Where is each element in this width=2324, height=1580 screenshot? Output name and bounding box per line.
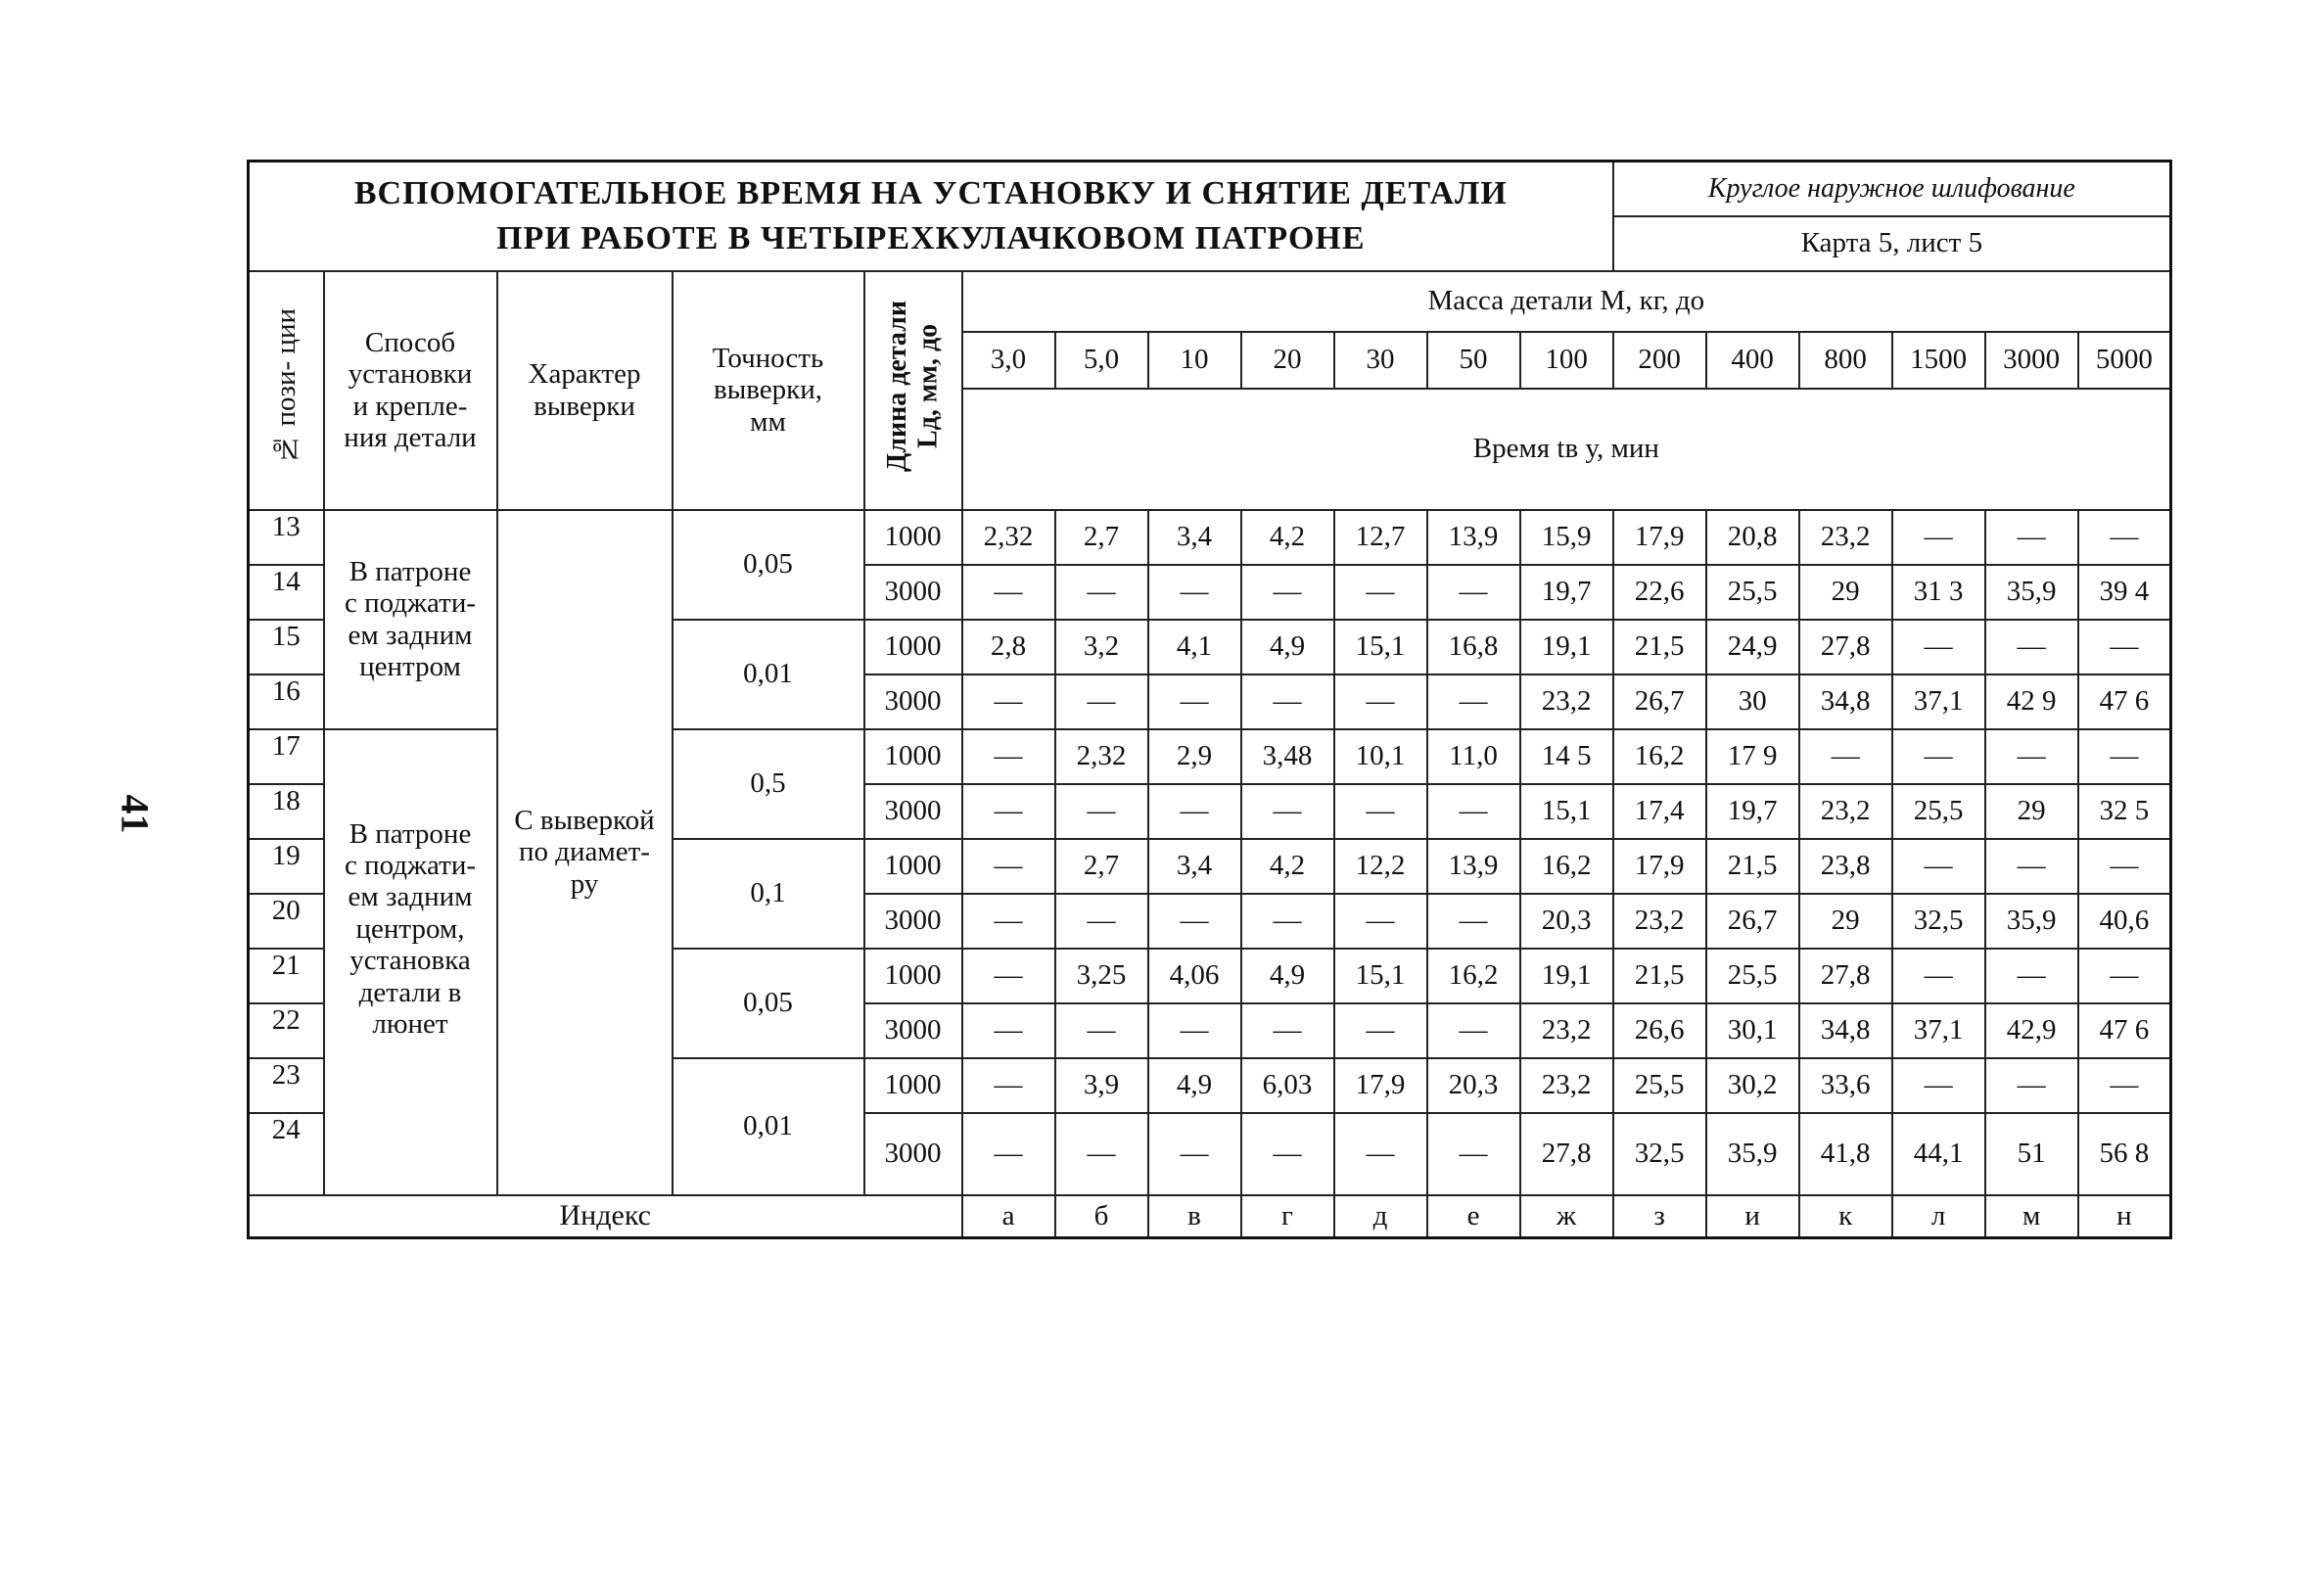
title-line-2: ПРИ РАБОТЕ В ЧЕТЫРЕХКУЛАЧКОВОМ ПАТРОНЕ (496, 219, 1366, 256)
time-value: 16,8 (1427, 620, 1520, 674)
alignment-type-line: по диамет- (519, 836, 650, 868)
time-value: 13,9 (1427, 839, 1520, 894)
time-value: 23,2 (1613, 894, 1706, 949)
time-value: 35,9 (1985, 565, 2078, 620)
time-value: — (1334, 565, 1427, 620)
time-value: 19,7 (1520, 565, 1613, 620)
method-header-line: ния детали (344, 421, 477, 453)
time-value: 32,5 (1892, 894, 1985, 949)
length-header (864, 271, 962, 510)
position-number-header (249, 271, 324, 510)
time-value: — (962, 949, 1055, 1003)
mounting-method-line: центром, (355, 912, 465, 945)
section-name: Круглое наружное шлифование (1613, 162, 2171, 216)
time-value: — (1892, 729, 1985, 784)
alignment-accuracy: 0,5 (673, 729, 864, 839)
time-value: 20,3 (1427, 1058, 1520, 1113)
time-value: 30 (1706, 674, 1799, 729)
accuracy-header (673, 271, 864, 510)
time-value: 3,4 (1148, 839, 1241, 894)
time-value: 29 (1799, 565, 1892, 620)
time-value: 12,2 (1334, 839, 1427, 894)
time-value: — (1241, 894, 1334, 949)
time-value: 33,6 (1799, 1058, 1892, 1113)
index-row (249, 1195, 2171, 1238)
alignment-header (497, 271, 673, 510)
time-value: 2,8 (962, 620, 1055, 674)
time-value: 23,8 (1799, 839, 1892, 894)
time-value: 20,3 (1520, 894, 1613, 949)
mounting-method-line: В патроне (349, 555, 472, 587)
time-header: Время tв у, мин (962, 389, 2171, 510)
time-value: 23,2 (1520, 1058, 1613, 1113)
position-number: 17 (249, 729, 324, 784)
position-number: 22 (249, 1003, 324, 1058)
time-value: 30,2 (1706, 1058, 1799, 1113)
mass-column-header: 1500 (1892, 332, 1985, 389)
mass-column-header: 400 (1706, 332, 1799, 389)
part-length: 3000 (864, 1003, 962, 1058)
time-value: 37,1 (1892, 1003, 1985, 1058)
time-value: — (1334, 674, 1427, 729)
time-value: 42 9 (1985, 674, 2078, 729)
time-value: — (962, 839, 1055, 894)
time-value: — (1241, 1113, 1334, 1195)
table-row (249, 510, 2171, 565)
time-value: 15,1 (1520, 784, 1613, 839)
time-value: — (1892, 510, 1985, 565)
title-line-1: ВСПОМОГАТЕЛЬНОЕ ВРЕМЯ НА УСТАНОВКУ И СНЯТИЕ ДЕТАЛИ (353, 174, 1508, 211)
time-value: — (1241, 1003, 1334, 1058)
time-value: 25,5 (1706, 565, 1799, 620)
part-length: 1000 (864, 1058, 962, 1113)
time-value: 13,9 (1427, 510, 1520, 565)
time-value: 17,4 (1613, 784, 1706, 839)
index-letter: з (1613, 1195, 1706, 1238)
time-value: 23,2 (1520, 1003, 1613, 1058)
auxiliary-time-table (247, 160, 2172, 1239)
time-value: — (962, 674, 1055, 729)
time-value: 11,0 (1427, 729, 1520, 784)
time-value: — (1241, 784, 1334, 839)
mounting-method-line: с поджати- (344, 587, 477, 620)
alignment-header-line: выверки (534, 390, 635, 422)
time-value: 21,5 (1706, 839, 1799, 894)
mass-column-header: 5,0 (1055, 332, 1148, 389)
time-value: 24,9 (1706, 620, 1799, 674)
time-value: 14 5 (1520, 729, 1613, 784)
mass-column-header: 3000 (1985, 332, 2078, 389)
time-value: — (962, 784, 1055, 839)
time-value: 32,5 (1613, 1113, 1706, 1195)
part-length: 3000 (864, 565, 962, 620)
time-value: — (1892, 1058, 1985, 1113)
index-letter: л (1892, 1195, 1985, 1238)
time-value: 19,7 (1706, 784, 1799, 839)
time-value: — (1148, 1003, 1241, 1058)
mounting-method-line: ем задним (348, 619, 473, 651)
time-value: 23,2 (1799, 784, 1892, 839)
time-value: — (1055, 1113, 1148, 1195)
accuracy-header-line: мм (750, 405, 786, 438)
time-value: 19,1 (1520, 949, 1613, 1003)
position-number: 24 (249, 1113, 324, 1195)
time-value: — (2078, 1058, 2171, 1113)
time-value: — (1892, 949, 1985, 1003)
mass-column-header: 30 (1334, 332, 1427, 389)
time-value: 29 (1985, 784, 2078, 839)
time-value: — (1148, 1113, 1241, 1195)
time-value: — (1427, 1113, 1520, 1195)
time-value: — (962, 729, 1055, 784)
time-value: — (962, 1058, 1055, 1113)
time-value: 16,2 (1613, 729, 1706, 784)
time-value: 3,48 (1241, 729, 1334, 784)
alignment-type-line: С выверкой (514, 804, 655, 836)
page-number: 41 (113, 794, 158, 834)
time-value: — (1427, 565, 1520, 620)
time-value: — (962, 565, 1055, 620)
length-header-text (882, 301, 944, 472)
alignment-accuracy: 0,05 (673, 949, 864, 1058)
time-value: 25,5 (1706, 949, 1799, 1003)
time-value: 29 (1799, 894, 1892, 949)
position-number: 16 (249, 674, 324, 729)
index-letter: м (1985, 1195, 2078, 1238)
position-number: 13 (249, 510, 324, 565)
index-letter: в (1148, 1195, 1241, 1238)
alignment-accuracy: 0,1 (673, 839, 864, 949)
time-value: 19,1 (1520, 620, 1613, 674)
time-value: 26,7 (1706, 894, 1799, 949)
part-length: 1000 (864, 839, 962, 894)
index-letter: а (962, 1195, 1055, 1238)
time-value: 42,9 (1985, 1003, 2078, 1058)
accuracy-header-line: Точность (712, 342, 824, 374)
time-value: — (1148, 565, 1241, 620)
index-letter: б (1055, 1195, 1148, 1238)
mounting-method-line: с поджати- (344, 849, 477, 881)
time-value: — (1892, 839, 1985, 894)
time-value: 32 5 (2078, 784, 2171, 839)
time-value: — (962, 894, 1055, 949)
time-value: 27,8 (1799, 949, 1892, 1003)
time-value: 12,7 (1334, 510, 1427, 565)
method-header-line: установки (348, 358, 473, 391)
time-value: — (1055, 784, 1148, 839)
time-value: — (1985, 620, 2078, 674)
time-value: — (1985, 839, 2078, 894)
time-value: 15,1 (1334, 620, 1427, 674)
mass-column-header: 50 (1427, 332, 1520, 389)
time-value: 4,06 (1148, 949, 1241, 1003)
alignment-accuracy: 0,01 (673, 620, 864, 729)
time-value: 21,5 (1613, 949, 1706, 1003)
time-value: — (1148, 894, 1241, 949)
index-letter: и (1706, 1195, 1799, 1238)
time-value: — (1241, 674, 1334, 729)
time-value: 31 3 (1892, 565, 1985, 620)
time-value: 22,6 (1613, 565, 1706, 620)
time-value: — (1241, 565, 1334, 620)
time-value: — (1334, 1003, 1427, 1058)
time-value: 4,9 (1241, 949, 1334, 1003)
mass-column-header: 5000 (2078, 332, 2171, 389)
time-value: 3,9 (1055, 1058, 1148, 1113)
time-value: 3,2 (1055, 620, 1148, 674)
method-header (324, 271, 497, 510)
time-value: 4,2 (1241, 510, 1334, 565)
index-letter: к (1799, 1195, 1892, 1238)
time-value: 56 8 (2078, 1113, 2171, 1195)
length-header-line: Длина детали (882, 301, 913, 473)
time-value: 2,32 (962, 510, 1055, 565)
time-value: — (1985, 729, 2078, 784)
time-value: 47 6 (2078, 1003, 2171, 1058)
method-header-line: и крепле- (352, 390, 468, 422)
position-number: 21 (249, 949, 324, 1003)
time-value: — (2078, 620, 2171, 674)
time-value: — (1985, 949, 2078, 1003)
time-value: 17,9 (1613, 839, 1706, 894)
mass-header: Масса детали М, кг, до (962, 271, 2171, 332)
part-length: 1000 (864, 729, 962, 784)
mounting-method-line: люнет (372, 1008, 448, 1041)
time-value: — (1334, 894, 1427, 949)
time-value: — (1334, 784, 1427, 839)
time-value: 4,1 (1148, 620, 1241, 674)
position-number: 23 (249, 1058, 324, 1113)
time-value: 3,25 (1055, 949, 1148, 1003)
time-value: — (2078, 949, 2171, 1003)
time-value: 20,8 (1706, 510, 1799, 565)
time-value: 10,1 (1334, 729, 1427, 784)
position-number: 20 (249, 894, 324, 949)
mass-column-header: 800 (1799, 332, 1892, 389)
part-length: 1000 (864, 510, 962, 565)
time-value: 16,2 (1520, 839, 1613, 894)
time-value: 15,9 (1520, 510, 1613, 565)
mass-column-header: 200 (1613, 332, 1706, 389)
time-value: 17 9 (1706, 729, 1799, 784)
mounting-method-line: В патроне (349, 817, 472, 850)
time-value: 2,32 (1055, 729, 1148, 784)
time-value: 21,5 (1613, 620, 1706, 674)
index-letter: е (1427, 1195, 1520, 1238)
time-value: 4,9 (1148, 1058, 1241, 1113)
time-value: — (1334, 1113, 1427, 1195)
position-number: 19 (249, 839, 324, 894)
time-value: — (962, 1003, 1055, 1058)
time-value: 26,7 (1613, 674, 1706, 729)
time-value: — (1799, 729, 1892, 784)
alignment-accuracy: 0,05 (673, 510, 864, 620)
mounting-method-line: установка (349, 945, 471, 977)
position-number: 18 (249, 784, 324, 839)
time-value: 41,8 (1799, 1113, 1892, 1195)
position-number-header-text: № пози- ции (270, 307, 302, 465)
index-letter: ж (1520, 1195, 1613, 1238)
time-value: 15,1 (1334, 949, 1427, 1003)
time-value: 34,8 (1799, 1003, 1892, 1058)
position-number: 15 (249, 620, 324, 674)
alignment-type (497, 510, 673, 1195)
time-value: 6,03 (1241, 1058, 1334, 1113)
time-value: 23,2 (1799, 510, 1892, 565)
index-label: Индекс (249, 1195, 962, 1238)
time-value: 25,5 (1613, 1058, 1706, 1113)
time-value: 25,5 (1892, 784, 1985, 839)
method-header-line: Способ (364, 326, 456, 358)
time-value: — (1427, 674, 1520, 729)
time-value: — (2078, 839, 2171, 894)
time-value: 27,8 (1799, 620, 1892, 674)
time-value: — (1427, 784, 1520, 839)
part-length: 3000 (864, 784, 962, 839)
time-value: 39 4 (2078, 565, 2171, 620)
mounting-method-line: центром (359, 650, 461, 682)
time-value: 34,8 (1799, 674, 1892, 729)
index-letter: д (1334, 1195, 1427, 1238)
time-value: — (1055, 1003, 1148, 1058)
time-value: — (1055, 565, 1148, 620)
mass-column-header: 20 (1241, 332, 1334, 389)
time-value: 23,2 (1520, 674, 1613, 729)
length-header-line: Lд, мм, до (912, 324, 944, 449)
time-value: 44,1 (1892, 1113, 1985, 1195)
time-value: — (1148, 674, 1241, 729)
mass-column-header: 10 (1148, 332, 1241, 389)
time-value: 40,6 (2078, 894, 2171, 949)
time-value: — (1985, 510, 2078, 565)
time-value: — (1427, 894, 1520, 949)
mounting-method (324, 729, 497, 1195)
mass-column-header: 3,0 (962, 332, 1055, 389)
card-number: Карта 5, лист 5 (1613, 216, 2171, 271)
part-length: 3000 (864, 674, 962, 729)
time-value: 35,9 (1706, 1113, 1799, 1195)
time-value: 26,6 (1613, 1003, 1706, 1058)
time-value: — (1055, 894, 1148, 949)
time-value: 30,1 (1706, 1003, 1799, 1058)
time-value: — (1427, 1003, 1520, 1058)
time-value: 35,9 (1985, 894, 2078, 949)
accuracy-header-line: выверки, (714, 374, 822, 406)
alignment-type-line: ру (570, 867, 599, 900)
mounting-method-line: ем задним (348, 881, 473, 913)
time-value: 2,9 (1148, 729, 1241, 784)
table-title (249, 162, 1613, 271)
mounting-method-line: детали в (358, 976, 462, 1008)
time-value: 3,4 (1148, 510, 1241, 565)
time-value: — (2078, 729, 2171, 784)
time-value: — (1892, 620, 1985, 674)
time-value: 4,2 (1241, 839, 1334, 894)
index-letter: г (1241, 1195, 1334, 1238)
part-length: 1000 (864, 949, 962, 1003)
time-value: 2,7 (1055, 839, 1148, 894)
alignment-header-line: Характер (528, 358, 641, 391)
time-value: 51 (1985, 1113, 2078, 1195)
time-value: — (1985, 1058, 2078, 1113)
time-value: 17,9 (1613, 510, 1706, 565)
time-value: — (1055, 674, 1148, 729)
time-value: 16,2 (1427, 949, 1520, 1003)
time-value: — (1148, 784, 1241, 839)
alignment-accuracy: 0,01 (673, 1058, 864, 1195)
time-value: 4,9 (1241, 620, 1334, 674)
mounting-method (324, 510, 497, 729)
time-value: — (962, 1113, 1055, 1195)
part-length: 1000 (864, 620, 962, 674)
time-value: — (2078, 510, 2171, 565)
time-value: 2,7 (1055, 510, 1148, 565)
time-value: 37,1 (1892, 674, 1985, 729)
part-length: 3000 (864, 894, 962, 949)
time-value: 47 6 (2078, 674, 2171, 729)
mass-column-header: 100 (1520, 332, 1613, 389)
time-value: 17,9 (1334, 1058, 1427, 1113)
part-length: 3000 (864, 1113, 962, 1195)
time-value: 27,8 (1520, 1113, 1613, 1195)
index-letter: н (2078, 1195, 2171, 1238)
position-number: 14 (249, 565, 324, 620)
